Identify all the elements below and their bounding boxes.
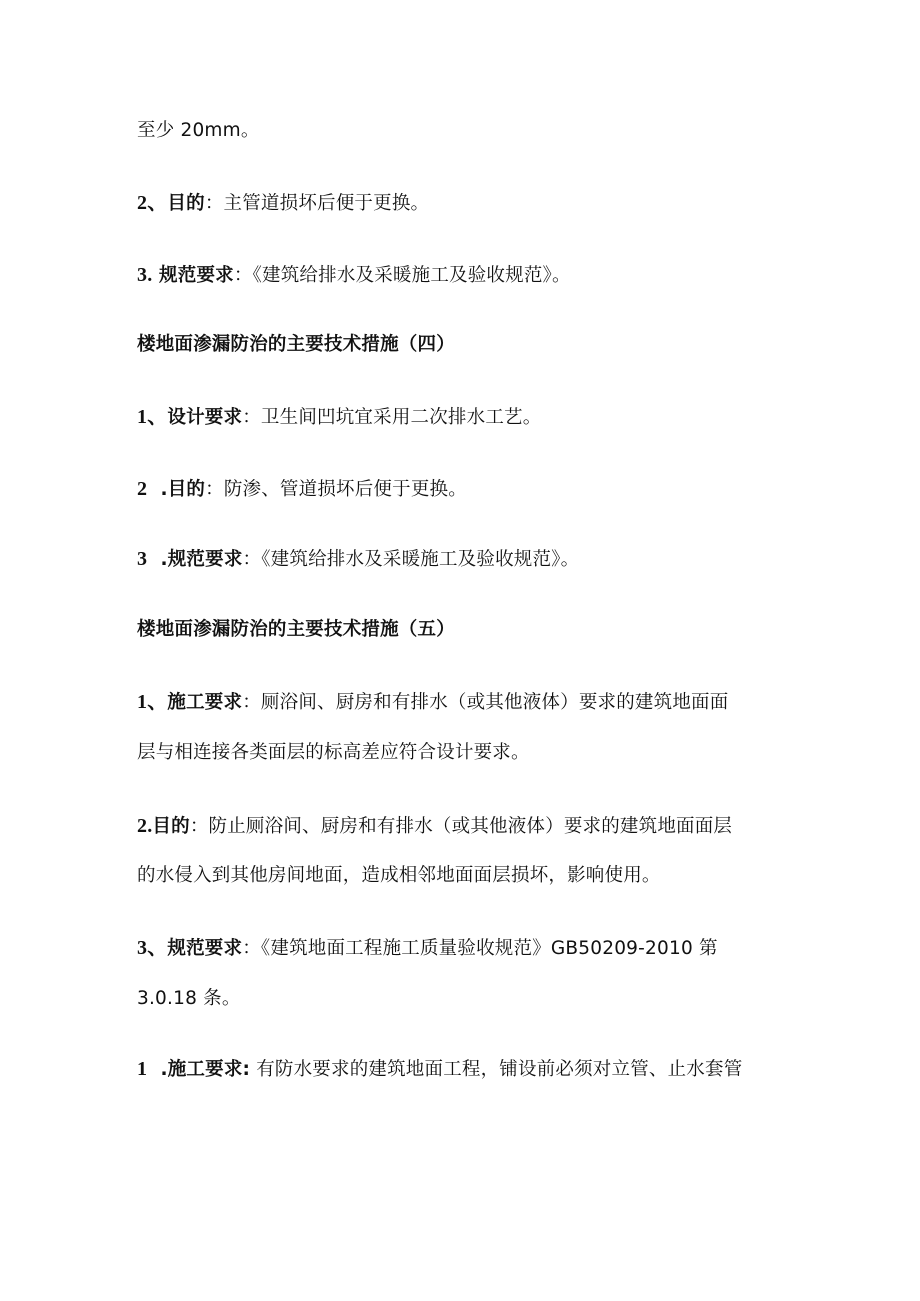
item-text: 《建筑给排水及采暖施工及验收规范》。 — [252, 265, 571, 286]
heading-text: 楼地面渗漏防治的主要技术措施（四） — [137, 334, 455, 355]
section-heading-four — [137, 332, 455, 358]
item-colon: ： — [233, 265, 253, 286]
paragraph-line — [137, 740, 530, 766]
line-text: 3.0.18 条。 — [137, 988, 241, 1009]
item-text: 卫生间凹坑宜采用二次排水工艺。 — [260, 407, 542, 428]
paragraph-line — [137, 863, 661, 889]
item-text: 主管道损坏后便于更换。 — [223, 193, 430, 214]
item-text: 《建筑给排水及采暖施工及验收规范》。 — [261, 549, 580, 570]
list-item-construction — [137, 1056, 742, 1083]
item-label: .规范要求 — [147, 549, 243, 570]
item-colon: ： — [189, 816, 209, 837]
list-item-standard — [137, 935, 718, 962]
list-item-standard — [137, 546, 579, 573]
section-heading-five — [137, 617, 455, 643]
list-item-purpose — [137, 190, 429, 217]
line-text: 的水侵入到其他房间地面，造成相邻地面面层损坏，影响使用。 — [137, 865, 661, 886]
item-colon: ： — [242, 407, 261, 428]
item-text: 防渗、管道损坏后便于更换。 — [223, 479, 467, 500]
item-label: 设计要求 — [167, 407, 243, 428]
item-text: 《建筑地面工程施工质量验收规范》GB50209-2010 第 — [260, 938, 718, 959]
item-number: 2 — [137, 478, 148, 500]
item-text: 厕浴间、厨房和有排水（或其他液体）要求的建筑地面面 — [260, 692, 729, 713]
item-number: 2、 — [137, 192, 168, 214]
item-colon: ： — [205, 479, 224, 500]
heading-text: 楼地面渗漏防治的主要技术措施（五） — [137, 619, 455, 640]
list-item-purpose — [137, 476, 467, 503]
item-number: 2. — [137, 815, 153, 837]
item-text: 有防水要求的建筑地面工程，铺设前必须对立管、止水套管 — [250, 1059, 743, 1080]
list-item-standard — [137, 262, 571, 289]
item-number: 3. — [137, 264, 153, 286]
item-label: 规范要求 — [152, 265, 234, 286]
item-colon: : — [242, 1059, 251, 1080]
item-label: .施工要求 — [147, 1059, 243, 1080]
item-number: 3 — [137, 548, 148, 570]
item-text: 防止厕浴间、厨房和有排水（或其他液体）要求的建筑地面面层 — [208, 816, 733, 837]
list-item-purpose — [137, 813, 732, 840]
line-text: 至少 20mm。 — [137, 120, 260, 141]
item-number: 1、 — [137, 691, 168, 713]
item-label: 目的 — [152, 816, 190, 837]
item-colon: ： — [242, 549, 262, 570]
item-number: 3、 — [137, 937, 168, 959]
paragraph-line — [137, 986, 241, 1012]
list-item-construction — [137, 689, 728, 716]
line-text: 层与相连接各类面层的标高差应符合设计要求。 — [137, 742, 530, 763]
paragraph-line — [137, 118, 260, 144]
item-label: 规范要求 — [167, 938, 243, 959]
item-colon: ： — [242, 938, 261, 959]
item-number: 1、 — [137, 406, 168, 428]
item-label: 施工要求 — [167, 692, 243, 713]
item-number: 1 — [137, 1058, 148, 1080]
item-colon: ： — [242, 692, 261, 713]
list-item-design — [137, 404, 541, 431]
item-label: 目的 — [167, 193, 205, 214]
item-label: .目的 — [147, 479, 206, 500]
item-colon: ： — [204, 193, 224, 214]
